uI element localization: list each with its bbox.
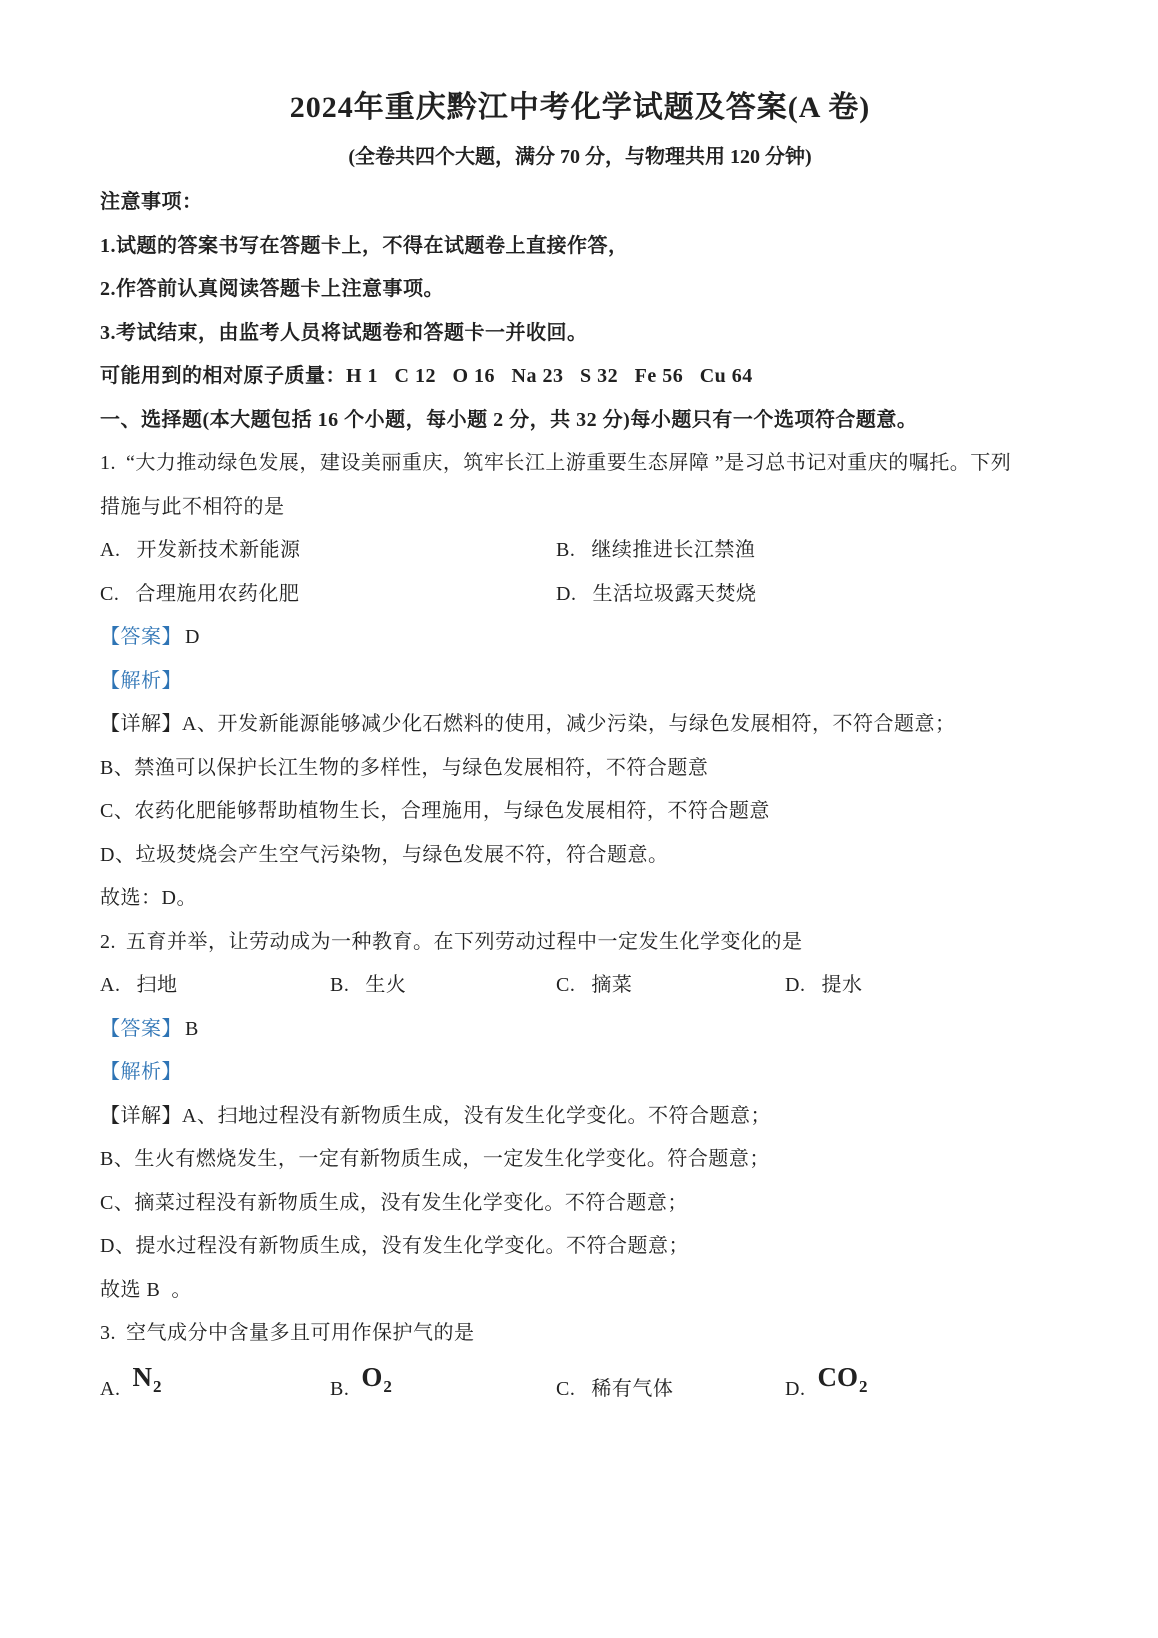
notice-item-2: 2.作答前认真阅读答题卡上注意事项。 — [100, 278, 444, 300]
option-label: B. — [330, 1377, 350, 1400]
question-1-option-d — [556, 573, 1012, 617]
question-2-stem: 五育并举，让劳动成为一种教育。在下列劳动过程中一定发生化学变化的是 — [126, 930, 803, 953]
question-3-option-b — [330, 1356, 556, 1420]
question-3-number: 3. — [100, 1322, 116, 1344]
answer-value: B — [185, 1017, 199, 1040]
analysis-tag: 【解析】 — [100, 1061, 182, 1083]
question-1-detail-c: C、农药化肥能够帮助植物生长，合理施用，与绿色发展相符，不符合题意 — [100, 800, 770, 822]
option-text: 稀有气体 — [591, 1377, 674, 1400]
question-1-detail-d: D、垃圾焚烧会产生空气污染物，与绿色发展不符，符合题意。 — [100, 843, 669, 866]
question-2-option-d — [785, 964, 862, 1008]
question-1-text-line-2: 措施与此不相符的是 — [100, 495, 285, 518]
option-text: 合理施用农药化肥 — [135, 582, 300, 605]
detail-tag: 【详解】 — [100, 1104, 182, 1127]
question-1-options-row-1 — [100, 529, 1060, 573]
question-2-detail-b: B、生火有燃烧发生，一定有新物质生成，一定发生化学变化。符合题意； — [100, 1148, 770, 1170]
option-label: D. — [556, 582, 577, 605]
option-label: C. — [556, 1377, 576, 1400]
atomic-mass-line — [100, 355, 1060, 399]
option-label: D. — [785, 974, 806, 996]
question-1-number: 1. — [100, 452, 116, 474]
formula-subscript: 2 — [152, 1376, 162, 1396]
option-text: 开发新技术新能源 — [136, 539, 301, 561]
atomic-mass-label: 可能用到的相对原子质量： — [100, 365, 346, 387]
question-2-option-a — [100, 964, 330, 1008]
question-1-text-line-1 — [100, 442, 1060, 486]
formula-subscript: 2 — [858, 1376, 868, 1396]
question-2-detail-d: D、提水过程没有新物质生成，没有发生化学变化。不符合题意； — [100, 1235, 689, 1257]
formula-base: N — [132, 1361, 152, 1392]
question-3-text — [100, 1312, 1060, 1356]
option-text: 扫地 — [136, 974, 178, 996]
atomic-mass-values: H 1 C 12 O 16 Na 23 S 32 Fe 56 Cu 64 — [346, 365, 753, 387]
formula-o2 — [361, 1347, 391, 1411]
question-3-option-a — [100, 1356, 330, 1420]
option-label: C. — [100, 582, 120, 605]
page-title: 2024年重庆黔江中考化学试题及答案(A 卷) — [289, 91, 871, 124]
question-3-option-c — [556, 1359, 785, 1419]
question-1-option-b — [556, 529, 1012, 573]
question-2-number: 2. — [100, 930, 116, 953]
question-1-option-a — [100, 529, 556, 573]
question-2-options-row — [100, 964, 1060, 1008]
formula-base: CO — [817, 1361, 858, 1392]
answer-tag: 【答案】 — [100, 626, 182, 648]
option-label: C. — [556, 974, 576, 996]
detail-text: A、开发新能源能够减少化石燃料的使用，减少污染，与绿色发展相符，不符合题意； — [182, 713, 956, 735]
question-1-options-row-2 — [100, 573, 1060, 617]
formula-co2 — [817, 1347, 866, 1411]
answer-tag: 【答案】 — [100, 1017, 182, 1040]
option-label: B. — [330, 974, 350, 996]
option-text: 继续推进长江禁渔 — [591, 539, 756, 561]
formula-base: O — [361, 1361, 383, 1392]
option-label: A. — [100, 1377, 121, 1400]
option-text: 摘菜 — [591, 974, 633, 996]
question-1-detail-a — [100, 703, 1060, 747]
formula-n2 — [132, 1347, 160, 1411]
option-text: 生火 — [365, 974, 407, 996]
document-body — [100, 181, 1060, 1420]
page-subtitle: (全卷共四个大题，满分 70 分，与物理共用 120 分钟) — [348, 146, 812, 168]
question-2-analysis-line — [100, 1051, 1060, 1095]
question-3-stem: 空气成分中含量多且可用作保护气的是 — [126, 1322, 475, 1344]
question-3-options-row — [100, 1356, 1060, 1420]
analysis-tag: 【解析】 — [100, 669, 182, 692]
section-1-heading: 一、选择题(本大题包括 16 个小题，每小题 2 分，共 32 分)每小题只有一个选项符合题意。 — [100, 408, 918, 431]
formula-subscript: 2 — [383, 1376, 392, 1396]
option-label: D. — [785, 1377, 806, 1400]
question-1-answer-line — [100, 616, 1060, 660]
question-2-conclusion: 故选 B 。 — [100, 1278, 192, 1301]
answer-value: D — [185, 626, 200, 648]
option-label: A. — [100, 539, 121, 561]
question-2-text — [100, 921, 1060, 965]
notice-item-1: 1.试题的答案书写在答题卡上，不得在试题卷上直接作答， — [100, 234, 629, 257]
question-1-detail-b: B、禁渔可以保护长江生物的多样性，与绿色发展相符，不符合题意 — [100, 756, 709, 779]
notice-item-3: 3.考试结束，由监考人员将试题卷和答题卡一并收回。 — [100, 321, 588, 344]
question-1-conclusion: 故选：D。 — [100, 887, 197, 909]
option-text: 生活垃圾露天焚烧 — [592, 582, 757, 605]
question-1-analysis-line — [100, 660, 1060, 704]
option-label: B. — [556, 539, 576, 561]
question-2-answer-line — [100, 1008, 1060, 1052]
question-2-option-c — [556, 964, 785, 1008]
question-1-stem: “大力推动绿色发展，建设美丽重庆，筑牢长江上游重要生态屏障 ”是习总书记对重庆的嘱托。下列 — [126, 452, 1012, 474]
question-2-detail-a — [100, 1095, 1060, 1139]
question-2-option-b — [330, 964, 556, 1008]
notice-heading: 注意事项： — [100, 191, 203, 213]
question-1-option-c — [100, 573, 556, 617]
detail-tag: 【详解】 — [100, 713, 182, 735]
question-3-option-d — [785, 1356, 866, 1420]
question-2-detail-c: C、摘菜过程没有新物质生成，没有发生化学变化。不符合题意； — [100, 1191, 688, 1214]
option-text: 提水 — [821, 974, 863, 996]
option-label: A. — [100, 974, 121, 996]
detail-text: A、扫地过程没有新物质生成，没有发生化学变化。不符合题意； — [182, 1104, 771, 1127]
